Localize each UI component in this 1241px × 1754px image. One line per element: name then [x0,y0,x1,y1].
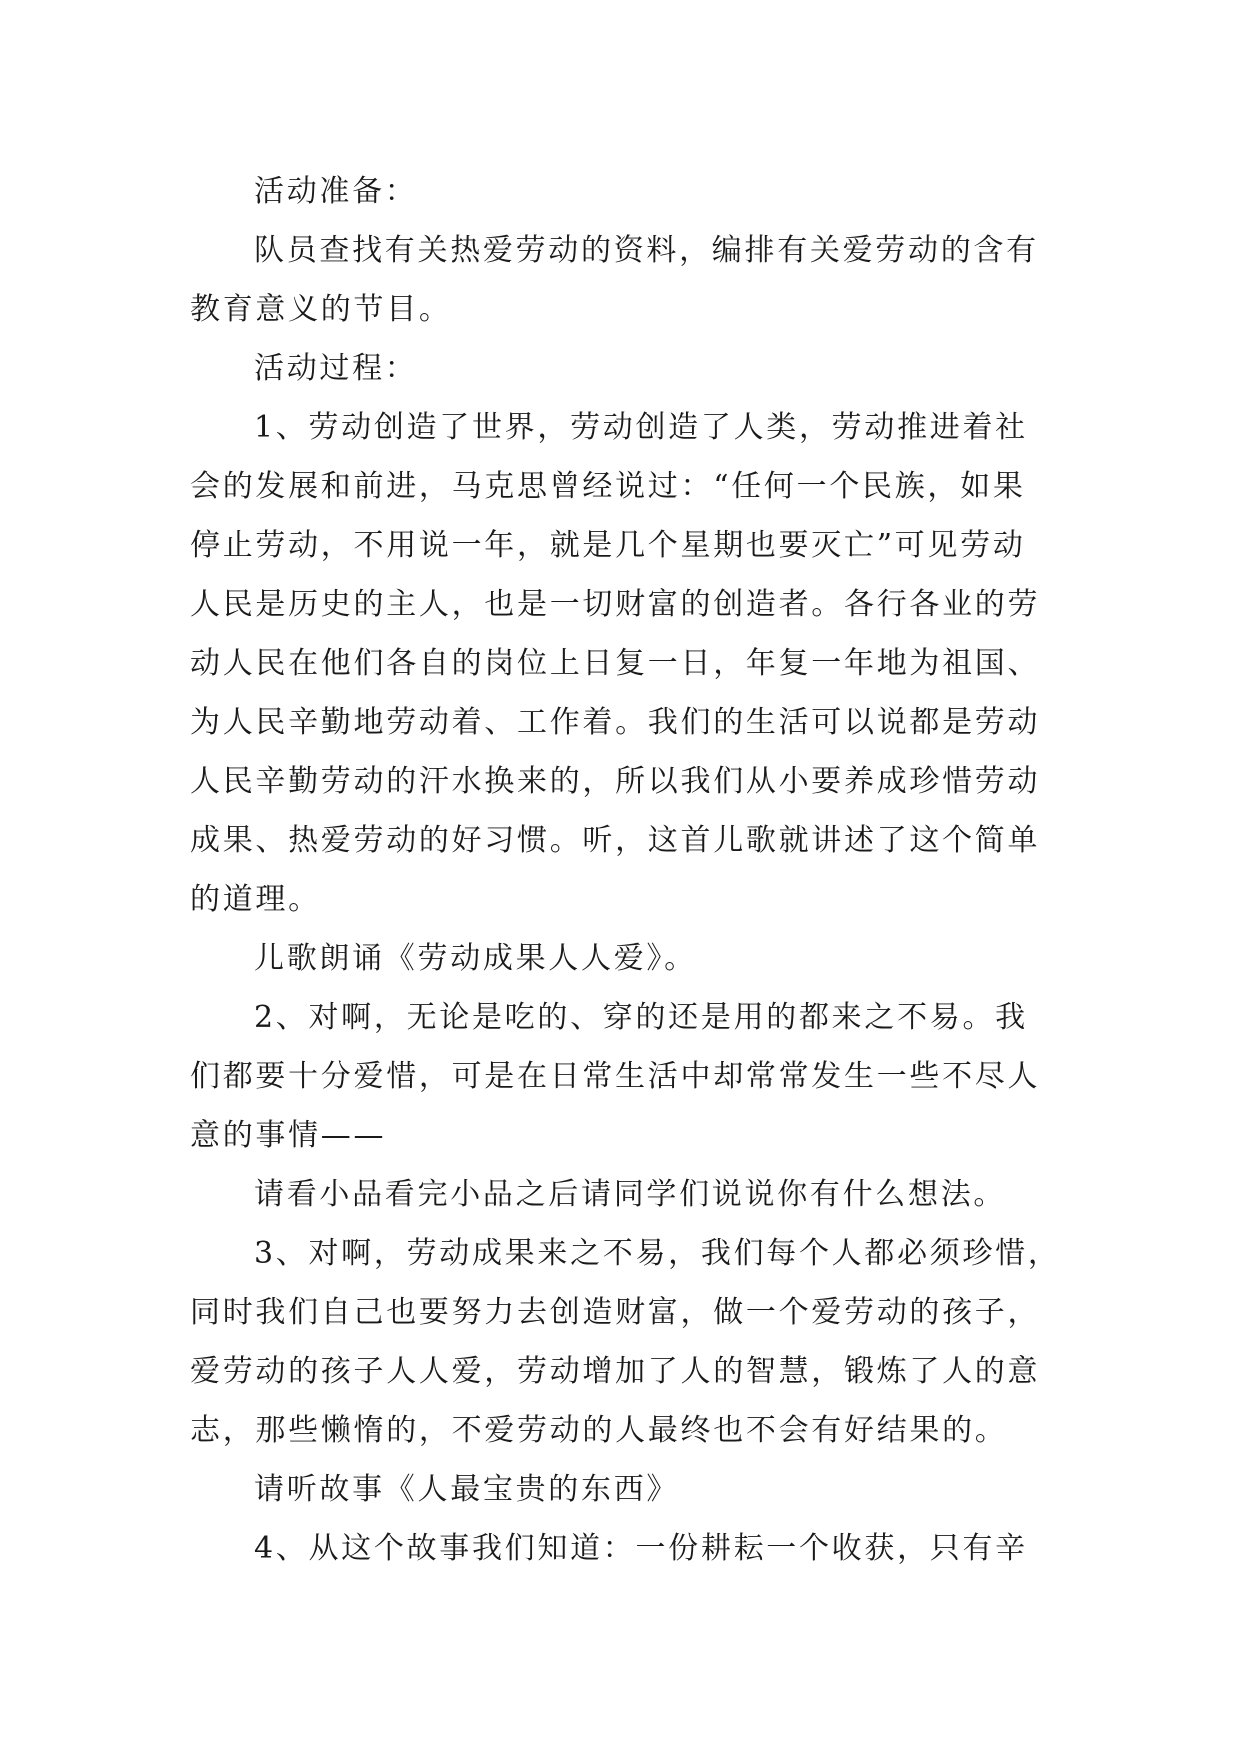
text-line: 人民辛勤劳动的汗水换来的，所以我们从小要养成珍惜劳动 [190,764,1041,799]
text-line: 为人民辛勤地劳动着、工作着。我们的生活可以说都是劳动 [190,705,1041,740]
paragraph [190,988,1060,1165]
text-line: 的道理。 [190,882,321,917]
paragraph [190,1165,1060,1224]
text-line: 同时我们自己也要努力去创造财富，做一个爱劳动的孩子， [190,1295,1041,1330]
document-body [190,162,1060,1578]
text-line: 志，那些懒惰的，不爱劳动的人最终也不会有好结果的。 [190,1413,1008,1448]
text-line: 意的事情—— [190,1118,387,1153]
text-line: 们都要十分爱惜，可是在日常生活中却常常发生一些不尽人 [190,1059,1041,1094]
text-line: 2、对啊，无论是吃的、穿的还是用的都来之不易。我 [254,1000,1028,1035]
text-line: 队员查找有关热爱劳动的资料，编排有关爱劳动的含有 [254,233,1039,268]
text-line: 停止劳动，不用说一年，就是几个星期也要灭亡”可见劳动 [190,528,1026,563]
text-line: 爱劳动的孩子人人爱，劳动增加了人的智慧，锻炼了人的意 [190,1354,1041,1389]
text-line: 1、劳动创造了世界，劳动创造了人类，劳动推进着社 [254,410,1028,445]
text-line: 教育意义的节目。 [190,292,452,327]
text-line: 请听故事《人最宝贵的东西》 [254,1472,680,1507]
paragraph [190,398,1060,929]
paragraph [190,929,1060,988]
paragraph [190,1460,1060,1519]
text-line: 4、从这个故事我们知道：一份耕耘一个收获，只有辛 [254,1531,1028,1566]
text-line: 请看小品看完小品之后请同学们说说你有什么想法。 [254,1177,1007,1212]
paragraph [190,339,1060,398]
paragraph [190,1519,1060,1578]
text-line: 活动准备： [254,174,418,209]
paragraph [190,1224,1060,1460]
text-line: 活动过程： [254,351,418,386]
text-line: 儿歌朗诵《劳动成果人人爱》。 [254,941,697,976]
paragraph [190,221,1060,339]
paragraph [190,162,1060,221]
text-line: 动人民在他们各自的岗位上日复一日，年复一年地为祖国、 [190,646,1041,681]
text-line: 会的发展和前进，马克思曾经说过：“任何一个民族，如果 [190,469,1026,504]
text-line: 成果、热爱劳动的好习惯。听，这首儿歌就讲述了这个简单 [190,823,1041,858]
text-line: 3、对啊，劳动成果来之不易，我们每个人都必须珍惜， [254,1236,1061,1271]
text-line: 人民是历史的主人，也是一切财富的创造者。各行各业的劳 [190,587,1041,622]
